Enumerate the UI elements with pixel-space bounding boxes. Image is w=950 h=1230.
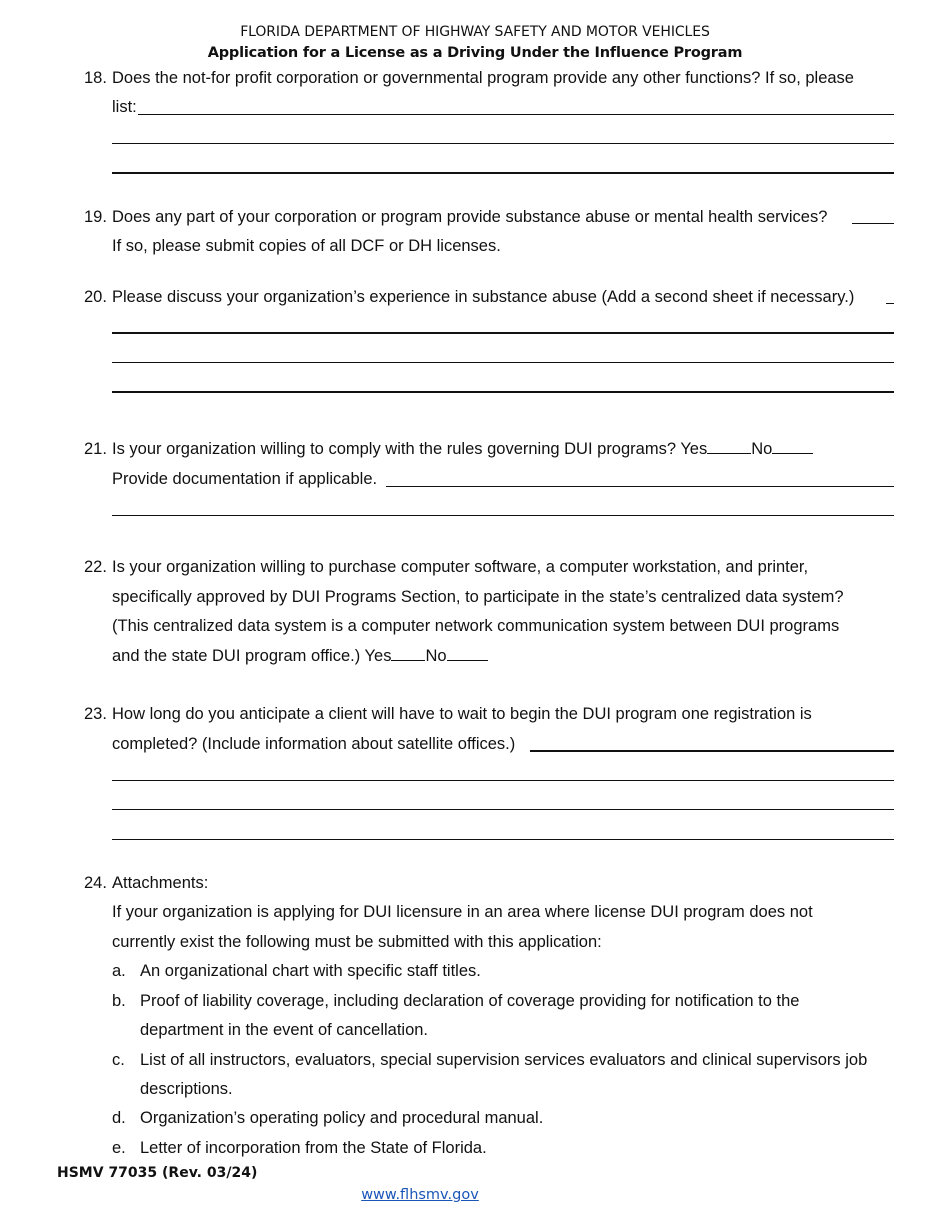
answer-line[interactable]	[112, 809, 894, 810]
agency-name: FLORIDA DEPARTMENT OF HIGHWAY SAFETY AND MOTOR VEHICLES	[240, 24, 710, 40]
list-item-text: Organization’s operating policy and procedural manual.	[140, 1109, 544, 1127]
answer-line[interactable]	[138, 114, 894, 115]
section-title: Attachments:	[112, 874, 209, 892]
list-item-letter: b.	[112, 992, 126, 1010]
form-title: Application for a License as a Driving Under the Influence Program	[207, 45, 743, 61]
answer-line[interactable]	[386, 486, 894, 487]
answer-blank[interactable]	[886, 303, 894, 304]
list-item-text: An organizational chart with specific staff titles.	[140, 962, 481, 980]
question-text: specifically approved by DUI Programs Section, to participate in the state’s centralized data system?	[112, 588, 844, 606]
no-label: No	[425, 647, 447, 665]
website-link-text[interactable]: www.flhsmv.gov	[361, 1187, 479, 1203]
question-text: list:	[112, 98, 137, 116]
question-number: 21.	[84, 440, 107, 458]
answer-line[interactable]	[112, 362, 894, 363]
list-item-text: department in the event of cancellation.	[140, 1021, 429, 1039]
question-text: Does any part of your corporation or program provide substance abuse or mental health services?	[112, 208, 828, 226]
question-text: Is your organization willing to purchase computer software, a computer workstation, and printer,	[112, 558, 809, 576]
question-number: 23.	[84, 705, 107, 723]
list-item-text: Proof of liability coverage, including declaration of coverage providing for notification to the	[140, 992, 800, 1010]
answer-line[interactable]	[112, 172, 894, 174]
answer-line[interactable]	[112, 839, 894, 840]
answer-line[interactable]	[112, 515, 894, 516]
list-item-text: List of all instructors, evaluators, special supervision services evaluators and clinical supervisors job	[140, 1051, 868, 1069]
yes-blank[interactable]	[707, 439, 751, 454]
no-label: No	[751, 440, 773, 458]
list-item-letter: a.	[112, 962, 126, 980]
question-number: 22.	[84, 558, 107, 576]
question-text: completed? (Include information about satellite offices.)	[112, 735, 516, 753]
question-number: 19.	[84, 208, 107, 226]
list-item-letter: e.	[112, 1139, 126, 1157]
question-text: Is your organization willing to comply with the rules governing DUI programs?	[112, 440, 677, 458]
question-text: currently exist the following must be submitted with this application:	[112, 933, 602, 951]
yes-label: Yes	[364, 647, 392, 665]
question-note: Provide documentation if applicable.	[112, 470, 378, 488]
answer-line[interactable]	[112, 780, 894, 781]
answer-line[interactable]	[112, 332, 894, 334]
question-text: and the state DUI program office.)	[112, 647, 361, 665]
website-link[interactable]	[0, 1187, 840, 1203]
question-text: Please discuss your organization’s experience in substance abuse (Add a second sheet if necessary.)	[112, 288, 855, 306]
list-item-text: Letter of incorporation from the State of Florida.	[140, 1139, 487, 1157]
answer-blank[interactable]	[852, 223, 894, 224]
list-item-letter: c.	[112, 1051, 125, 1069]
question-text: How long do you anticipate a client will have to wait to begin the DUI program one registration is	[112, 705, 812, 723]
question-number: 20.	[84, 288, 107, 306]
question-text-row	[112, 646, 488, 666]
answer-line[interactable]	[530, 750, 894, 752]
yes-blank[interactable]	[391, 646, 425, 661]
list-item-letter: d.	[112, 1109, 126, 1127]
yes-label: Yes	[680, 440, 708, 458]
no-blank[interactable]	[772, 439, 813, 454]
form-code: HSMV 77035 (Rev. 03/24)	[57, 1165, 258, 1181]
question-text-row	[112, 439, 813, 459]
question-note: If so, please submit copies of all DCF or DH licenses.	[112, 237, 501, 255]
list-item-text: descriptions.	[140, 1080, 233, 1098]
question-text: Does the not-for profit corporation or governmental program provide any other functions? If so, please	[112, 69, 854, 87]
question-text: If your organization is applying for DUI licensure in an area where license DUI program does not	[112, 903, 813, 921]
no-blank[interactable]	[447, 646, 488, 661]
question-number: 18.	[84, 69, 107, 87]
question-number: 24.	[84, 874, 107, 892]
answer-line[interactable]	[112, 143, 894, 144]
answer-line[interactable]	[112, 391, 894, 393]
question-text: (This centralized data system is a computer network communication system between DUI programs	[112, 617, 840, 635]
